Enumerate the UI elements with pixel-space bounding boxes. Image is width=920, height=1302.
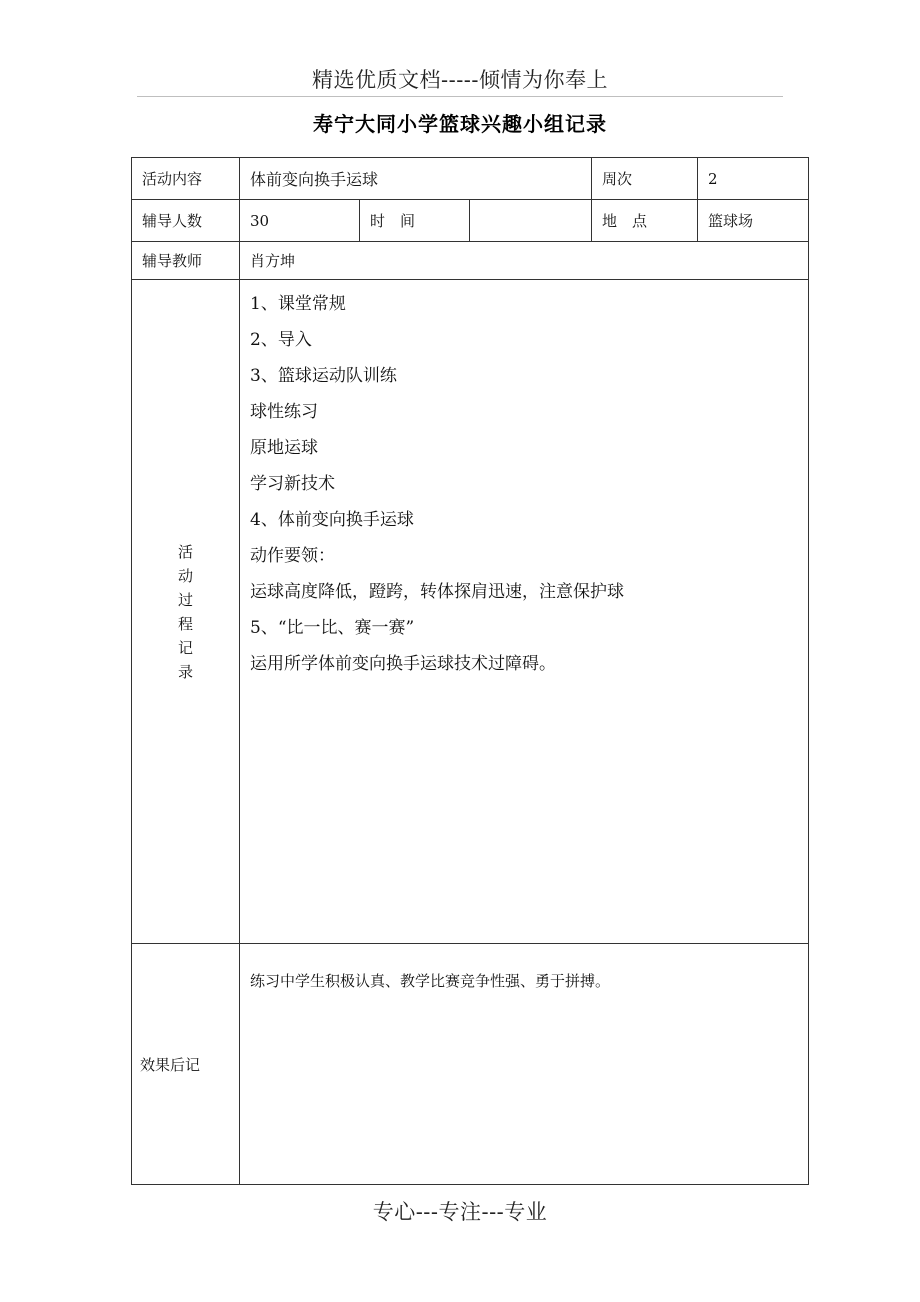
value-student-count: 30: [240, 200, 360, 242]
label-time: 时 间: [360, 200, 470, 242]
label-teacher: 辅导教师: [132, 242, 240, 280]
activity-process-content: [240, 280, 809, 944]
value-week: 2: [698, 158, 809, 200]
label-effect-notes: 效果后记: [132, 944, 240, 1185]
process-line: 运球高度降低，蹬跨，转体探肩迅速，注意保护球: [250, 582, 624, 602]
value-time: [470, 200, 592, 242]
label-char: 程: [177, 614, 193, 633]
label-place: 地 点: [592, 200, 698, 242]
document-title: 寿宁大同小学篮球兴趣小组记录: [313, 112, 607, 136]
process-line: 动作要领：: [250, 546, 335, 566]
label-student-count: 辅导人数: [132, 200, 240, 242]
record-table: [131, 157, 809, 1185]
row-activity-process: [132, 280, 809, 944]
process-line: 学习新技术: [250, 474, 335, 494]
label-char: 活: [177, 542, 193, 561]
process-line: 5、“比一比、赛一赛”: [250, 618, 415, 638]
label-char: 过: [177, 590, 193, 609]
process-line: 3、篮球运动队训练: [250, 366, 397, 386]
process-line: 1、课堂常规: [250, 294, 346, 314]
value-place: 篮球场: [698, 200, 809, 242]
value-activity-content: 体前变向换手运球: [240, 158, 592, 200]
row-count-time-place: [132, 200, 809, 242]
process-line: 球性练习: [250, 402, 318, 422]
page-header: 精选优质文档-----倾情为你奉上: [312, 68, 608, 92]
row-activity-content: [132, 158, 809, 200]
value-effect-notes: 练习中学生积极认真、教学比赛竞争性强、勇于拼搏。: [240, 944, 809, 1185]
process-line: 2、导入: [250, 330, 312, 350]
process-line: 4、体前变向换手运球: [250, 510, 414, 530]
label-week: 周次: [592, 158, 698, 200]
label-char: 动: [177, 566, 193, 585]
row-teacher: [132, 242, 809, 280]
label-char: 记: [177, 638, 193, 657]
label-char: 录: [177, 662, 193, 681]
process-line: 原地运球: [250, 438, 318, 458]
row-effect-notes: [132, 944, 809, 1185]
page-footer: 专心---专注---专业: [372, 1200, 548, 1224]
header-divider: [137, 96, 783, 97]
label-activity-content: 活动内容: [132, 158, 240, 200]
value-teacher: 肖方坤: [240, 242, 809, 280]
process-line: 运用所学体前变向换手运球技术过障碍。: [250, 654, 556, 674]
label-activity-process: [132, 280, 240, 944]
